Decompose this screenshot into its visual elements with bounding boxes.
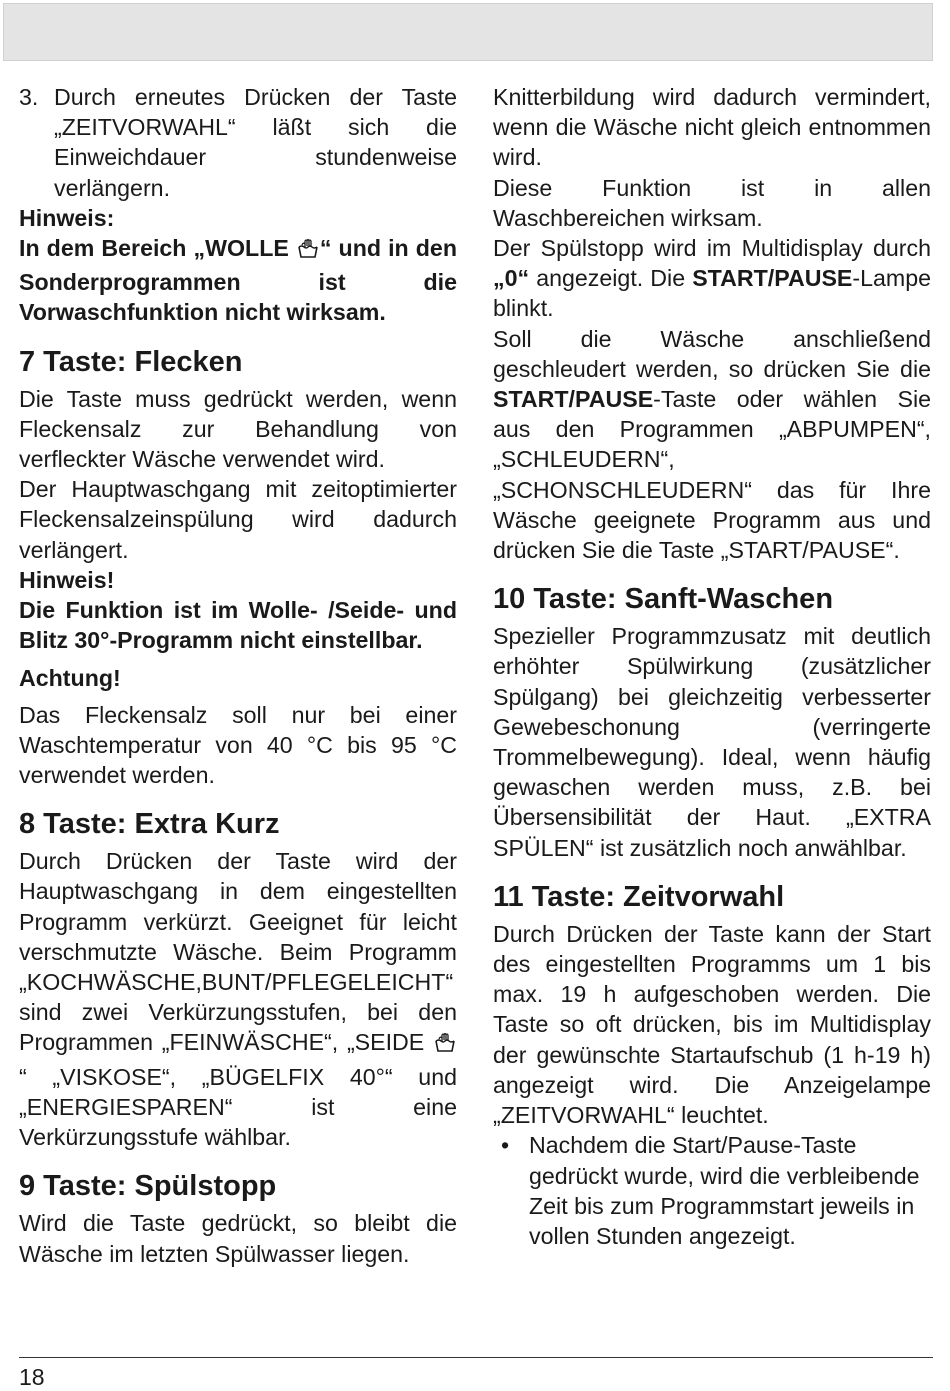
section-11-bullet	[493, 1130, 931, 1251]
list-text: Durch erneutes Drücken der Taste „ZEITVORWAHL“ läßt sich die Einweichdauer stundenweise verlängern.	[54, 84, 457, 201]
list-item-3	[19, 82, 457, 203]
right-p4	[493, 324, 931, 566]
right-p3-d: START/PAUSE	[692, 265, 853, 292]
section-8-heading: 8 Taste: Extra Kurz	[19, 808, 280, 841]
section-10-text: Spezieller Programmzusatz mit deutlich erhöhter Spülwirkung (zusätzlicher Spülgang) bei gleichzeitig verbesserter Gewebeschonung (verringerte Trommelbewegung). Ideal, wenn häufig gewaschen werden muss, z.B. bei Übersensibilität der Haut. „EXTRA SPÜLEN“ ist zusätzlich noch anwählbar.	[493, 623, 931, 861]
section-7-p1: Die Taste muss gedrückt werden, wenn Fleckensalz zur Behandlung von verfleckter Wäsche verwendet wird.	[19, 385, 457, 473]
right-column	[493, 82, 931, 1251]
section-8-text-part2: “ „VISKOSE“, „BÜGELFIX 40°“ und „ENERGIESPAREN“ ist eine Verkürzungsstufe wählbar.	[19, 1063, 457, 1151]
header-band	[3, 3, 933, 61]
right-p3-e: -Lampe blinkt.	[493, 265, 931, 322]
right-p1: Knitterbildung wird dadurch vermindert, wenn die Wäsche nicht gleich entnommen wird.	[493, 84, 931, 171]
right-p3	[493, 233, 931, 324]
section-7-achtung-text: Das Fleckensalz soll nur bei einer Waschtemperatur von 40 °C bis 95 °C verwendet werden.	[19, 701, 457, 789]
section-7-heading: 7 Taste: Flecken	[19, 345, 243, 378]
bullet-text: Nachdem die Start/Pause-Taste gedrückt wurde, wird die verbleibende Zeit bis zum Programmstart jeweils in vollen Stunden angezeigt.	[529, 1132, 920, 1249]
section-8-text	[19, 846, 457, 1152]
hinweis-text-part1: In dem Bereich „WOLLE	[19, 235, 289, 262]
section-7-hinweis-title: Hinweis!	[19, 566, 115, 593]
hinweis-text-part2: “ und in den Sonderprogrammen ist die Vorwaschfunktion nicht wirksam.	[19, 235, 457, 326]
right-p4-a: Soll die Wäsche anschließend geschleudert werden, so drücken Sie die	[493, 325, 931, 382]
handwash-icon	[433, 1030, 457, 1061]
right-p4-c: -Taste oder wählen Sie aus den Programmen „ABPUMPEN“, „SCHLEUDERN“, „SCHONSCHLEUDERN“ das für Ihre Wäsche geeignete Programm aus und drücken Sie die Taste „START/PAUSE“.	[493, 386, 931, 564]
section-7-p2: Der Hauptwaschgang mit zeitoptimierter Fleckensalzeinspülung wird dadurch verlängert.	[19, 476, 457, 563]
right-p3-b: „0“	[493, 265, 530, 292]
handwash-icon	[296, 236, 320, 267]
list-number: 3.	[19, 84, 39, 110]
right-p3-c: angezeigt. Die	[529, 265, 693, 292]
page-number: 18	[19, 1364, 45, 1390]
section-7-hinweis-text: Die Funktion ist im Wolle- /Seide- und Blitz 30°-Programm nicht einstellbar.	[19, 597, 457, 654]
section-9-heading: 9 Taste: Spülstopp	[19, 1170, 277, 1203]
section-11-heading: 11 Taste: Zeitvorwahl	[493, 880, 785, 913]
footer-rule	[19, 1357, 933, 1358]
section-7-achtung-title: Achtung!	[19, 665, 121, 692]
hinweis-title: Hinweis:	[19, 204, 115, 231]
right-p3-a: Der Spülstopp wird im Multidisplay durch	[493, 235, 931, 262]
section-9-text: Wird die Taste gedrückt, so bleibt die Wäsche im letzten Spülwasser liegen.	[19, 1210, 457, 1267]
right-p2: Diese Funktion ist in allen Waschbereichen wirksam.	[493, 174, 931, 231]
section-10-heading: 10 Taste: Sanft-Waschen	[493, 583, 834, 616]
right-p4-b: START/PAUSE	[493, 386, 654, 413]
hinweis-text	[19, 233, 457, 328]
left-column	[19, 82, 457, 1269]
section-8-text-part1: Durch Drücken der Taste wird der Hauptwaschgang in dem eingestellten Programm verkürzt. Geeignet für leicht verschmutzte Wäsche. Beim Programm „KOCHWÄSCHE,BUNT/PFLEGELEICHT“ sind zwei Verkürzungsstufen, bei den Programmen „FEINWÄSCHE“, „SEIDE	[19, 848, 457, 1056]
bullet-mark: •	[501, 1132, 510, 1159]
section-11-text: Durch Drücken der Taste kann der Start des eingestellten Programms um 1 bis max. 19 h aufgeschoben werden. Die Taste so oft drücken, bis im Multidisplay der gewünschte Startaufschub (1 h-19 h) angezeigt wird. Die Anzeigelampe „ZEITVORWAHL“ leuchtet.	[493, 920, 931, 1129]
